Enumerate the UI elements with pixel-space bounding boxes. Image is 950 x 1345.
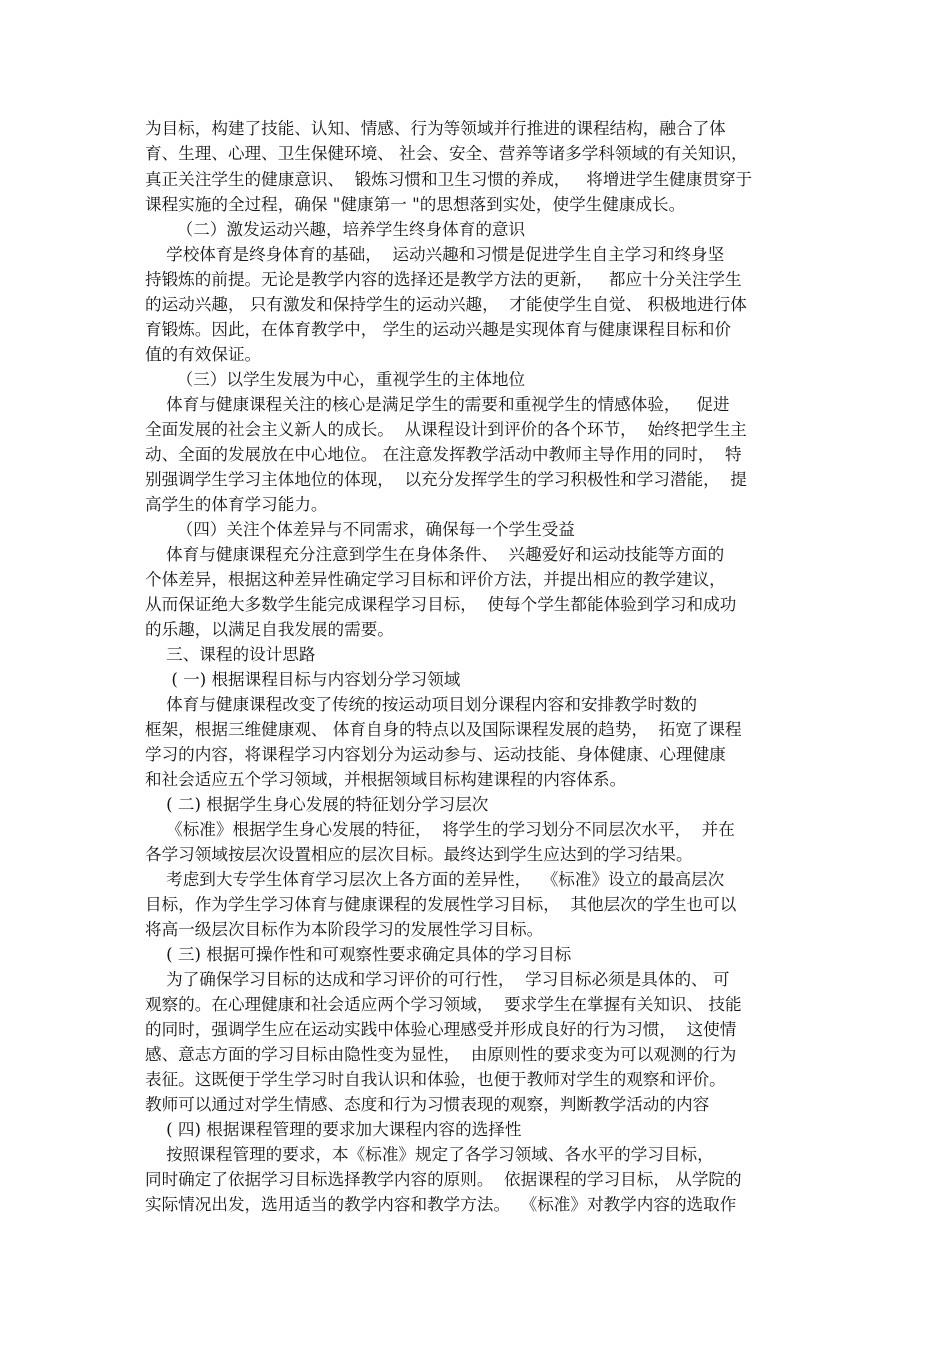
text-line: 为目标，构建了技能、认知、情感、行为等领域并行推进的课程结构，融合了体 [145,119,726,138]
text-line: 课程实施的全过程，确保 "健康第一 "的思想落到实处，使学生健康成长。 [145,195,686,214]
text-line: 持锻炼的前提。无论是教学内容的选择还是教学方法的更新， 都应十分关注学生 [145,270,742,289]
text-line: 个体差异，根据这种差异性确定学习目标和评价方法，并提出相应的教学建议， [145,570,726,589]
text-line: 表征。这既便于学生学习时自我认识和体验，也便于教师对学生的观察和评价。 [145,1070,726,1089]
text-line: 框架，根据三维健康观、 体育自身的特点以及国际课程发展的趋势， 拓宽了课程 [145,720,742,739]
text-line: 学习的内容，将课程学习内容划分为运动参与、运动技能、身体健康、心理健康 [145,745,726,764]
text-line: 全面发展的社会主义新人的成长。 从课程设计到评价的各个环节， 始终把学生主 [145,420,747,439]
section-heading: ( 四) 根据课程管理的要求加大课程内容的选择性 [145,1120,522,1139]
text-line: 为了确保学习目标的达成和学习评价的可行性， 学习目标必须是具体的、 可 [145,970,730,989]
text-line: 真正关注学生的健康意识、 锻炼习惯和卫生习惯的养成， 将增进学生健康贯穿于 [145,170,753,189]
text-line: 《标准》根据学生身心发展的特征， 将学生的学习划分不同层次水平， 并在 [145,820,735,839]
text-line: 观察的。在心理健康和社会适应两个学习领域， 要求学生在掌握有关知识、 技能 [145,995,742,1014]
section-heading: 三、课程的设计思路 [145,645,316,664]
text-line: 体育与健康课程充分注意到学生在身体条件、 兴趣爱好和运动技能等方面的 [145,545,725,564]
text-line: 从而保证绝大多数学生能完成课程学习目标， 使每个学生都能体验到学习和成功 [145,595,737,614]
section-heading: （四）关注个体差异与不同需求，确保每一个学生受益 [145,520,575,539]
text-line: 按照课程管理的要求，本《标准》规定了各学习领域、各水平的学习目标， [145,1145,714,1164]
text-line: 育锻炼。因此，在体育教学中， 学生的运动兴趣是实现体育与健康课程目标和价 [145,320,732,339]
section-heading: （三）以学生发展为中心，重视学生的主体地位 [145,370,526,389]
text-line: 学校体育是终身体育的基础， 运动兴趣和习惯是促进学生自主学习和终身坚 [145,245,725,264]
text-line: 的运动兴趣， 只有激发和保持学生的运动兴趣， 才能使学生自觉、 积极地进行体 [145,295,747,314]
text-line: 教师可以通过对学生情感、态度和行为习惯表现的观察，判断教学活动的内容 [145,1095,710,1114]
section-heading: ( 一) 根据课程目标与内容划分学习领域 [145,670,461,689]
text-line: 育、生理、心理、卫生保健环境、 社会、安全、营养等诸多学科领域的有关知识， [145,144,748,163]
section-heading: ( 二) 根据学生身心发展的特征划分学习层次 [145,795,489,814]
text-line: 和社会适应五个学习领域，并根据领域目标构建课程的内容体系。 [145,770,627,789]
text-line: 体育与健康课程改变了传统的按运动项目划分课程内容和安排教学时数的 [145,695,698,714]
text-line: 同时确定了依据学习目标选择教学内容的原则。 依据课程的学习目标， 从学院的 [145,1170,742,1189]
text-line: 目标，作为学生学习体育与健康课程的发展性学习目标， 其他层次的学生也可以 [145,895,737,914]
text-line: 动、全面的发展放在中心地位。 在注意发挥教学活动中教师主导作用的同时， 特 [145,445,742,464]
text-line: 高学生的体育学习能力。 [145,495,328,514]
text-line: 考虑到大专学生体育学习层次上各方面的差异性， 《标准》设立的最高层次 [145,870,725,889]
text-line: 将高一级层次目标作为本阶段学习的发展性学习目标。 [145,920,544,939]
text-line: 体育与健康课程关注的核心是满足学生的需要和重视学生的情感体验， 促进 [145,395,730,414]
text-line: 的乐趣，以满足自我发展的需要。 [145,620,394,639]
text-line: 的同时，强调学生应在运动实践中体验心理感受并形成良好的行为习惯， 这使情 [145,1020,737,1039]
text-line: 感、意志方面的学习目标由隐性变为显性， 由原则性的要求变为可以观测的行为 [145,1045,737,1064]
section-heading: ( 三) 根据可操作性和可观察性要求确定具体的学习目标 [145,945,572,964]
section-heading: （二）激发运动兴趣，培养学生终身体育的意识 [145,220,526,239]
text-line: 实际情况出发，选用适当的教学内容和教学方法。 《标准》对教学内容的选取作 [145,1195,737,1214]
text-line: 值的有效保证。 [145,345,262,364]
text-line: 别强调学生学习主体地位的体现， 以充分发挥学生的学习积极性和学习潜能， 提 [145,470,747,489]
text-line: 各学习领域按层次设置相应的层次目标。最终达到学生应达到的学习结果。 [145,845,693,864]
